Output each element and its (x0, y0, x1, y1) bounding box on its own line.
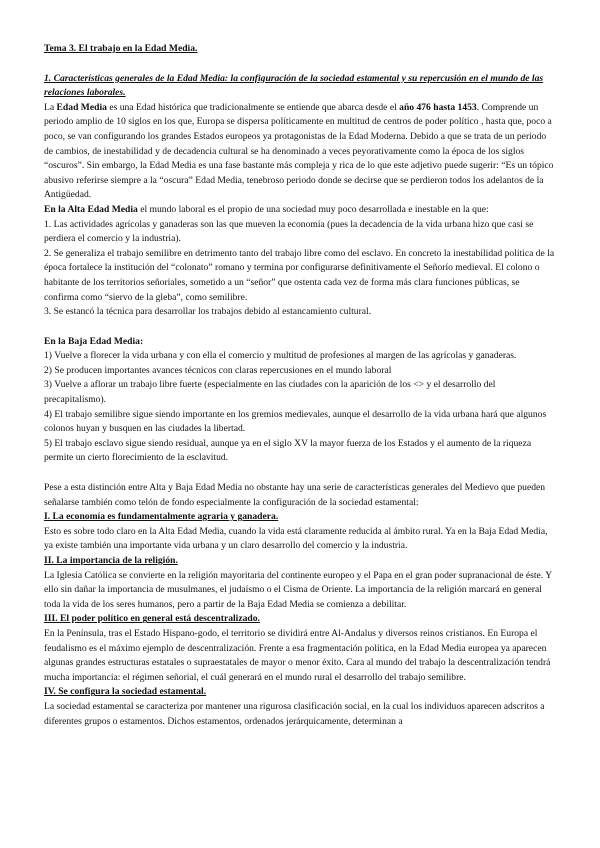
baja-item: 3) Vuelve a aflorar un trabajo libre fuerte (especialmente en las ciudades con la aparición de los <> y el desarrollo del precapitalismo). (44, 379, 496, 406)
alta-item: 3. Se estancó la técnica para desarrollar los trabajos debido al estancamiento cultural. (44, 306, 372, 318)
alta-item: 2. Se generaliza el trabajo semilibre en detrimento tanto del trabajo libre como del esclavo. En concreto la inestabilidad política de la época fortalece la institución del “colonato” romano y termina por configurarse definitivamente el Señorío medieval. El colono o habitante de los territorios señoriales, sometido a un “señor” que ostenta cada vez de forma más clara funciones públicas, se confirma como “siervo de la gleba”, como semilibre. (44, 247, 555, 303)
point-heading: IV. Se configura la sociedad estamental. (44, 686, 207, 698)
point-text: En la Península, tras el Estado Hispano-godo, el territorio se dividirá entre Al-Andalus y diversos reinos cristianos. En Europa el feudalismo es el máximo ejemplo de descentralización. Frente a esa fragmentación política, en la Edad Media europea ya aparecen algunas grandes estructuras estatales o supraestatales de mayor o menor éxito. Cara al mundo del trabajo la descentralización tendrá mucha importancia: el régimen señorial, el cuál generará en el mundo rural el desarrollo del trabajo semilibre. (44, 627, 551, 683)
point-text: La Iglesia Católica se convierte en la religión mayoritaria del continente europeo y el Papa en el gran poder supranacional de éste. Y ello sin dañar la importancia de musulmanes, el judaísmo o el Cisma de Oriente. La importancia de la religión marcará en general toda la vida de los seres humanos, pero a partir de la Baja Edad Media se comienza a debilitar. (44, 569, 552, 610)
intro-bold-2: año 476 hasta 1453 (399, 101, 477, 113)
point-heading: III. El poder político en general está descentralizado. (44, 613, 260, 625)
intro-paragraph (44, 101, 556, 203)
point-heading: I. La economía es fundamentalmente agraria y ganadera. (44, 511, 279, 523)
intro-text-1: La (44, 101, 57, 113)
point-heading: II. La importancia de la religión. (44, 555, 178, 566)
alta-text: el mundo laboral es el propio de una sociedad muy poco desarrollada e inestable en la que: (137, 203, 489, 215)
point-text: Esto es sobre todo claro en la Alta Edad Media, cuando la vida está claramente reducida al ámbito rural. Ya en la Baja Edad Media, ya existe también una importante vida urbana y un claro desarrollo del comercio y la industria. (44, 525, 548, 552)
point-text: La sociedad estamental se caracteriza por mantener una rigurosa clasificación social, en la cual los individuos aparecen adscritos a diferentes grupos o estamentos. Dichos estamentos, ordenados jerárquicamente, determinan a (44, 700, 545, 727)
baja-edad-media-heading: En la Baja Edad Media: (44, 335, 144, 347)
pese-paragraph: Pese a esta distinción entre Alta y Baja Edad Media no obstante hay una serie de características generales del Medievo que pueden señalarse también como telón de fondo especialmente la configuración de la sociedad estamental: (44, 482, 546, 508)
alta-item: 1. Las actividades agrícolas y ganaderas son las que mueven la economía (pues la decadencia de la vida urbana hizo que casi se perdiera el comercio y la industria). (44, 218, 534, 245)
document-title: Tema 3. El trabajo en la Edad Media. (44, 43, 198, 54)
alta-edad-media-intro (44, 203, 556, 218)
baja-item: 5) El trabajo esclavo sigue siendo residual, aunque ya en el siglo XV la mayor fuerza de los Estados y el aumento de la riqueza permite un cierto florecimiento de la esclavitud. (44, 437, 532, 464)
baja-item: 4) El trabajo semilibre sigue siendo importante en los gremios medievales, aunque el desarrollo de la vida urbana hará que algunos colonos huyan y busquen en las ciudades la libertad. (44, 408, 547, 435)
section-heading: 1. Características generales de la Edad Media: la configuración de la sociedad estamental y su repercusión en el mundo de las relaciones laborales. (44, 72, 544, 99)
intro-text-3: . Comprende un periodo amplio de 10 siglos en los que, Europa se dispersa políticamente en multitud de centros de poder político , hasta que, poco a poco, se van configurando los grandes Estados europeos ya protagonistas de la Edad Moderna. Debido a que se trata de un periodo de cambios, de inestabilidad y de decadencia cultural se ha denominado a veces peyorativamente como la época de los siglos “oscuros”. Sin embargo, la Edad Media es una fase bastante más compleja y rica de lo que este adjetivo puede sugerir: “Es un tópico abusivo referirse siempre a la “oscura” Edad Media, tenebroso periodo donde se decirse que se perdieron todos los adelantos de la Antigüedad. (44, 101, 554, 201)
intro-bold-1: Edad Media (56, 101, 107, 113)
baja-item: 1) Vuelve a florecer la vida urbana y con ella el comercio y multitud de profesiones al margen de las agrícolas y ganaderas. (44, 350, 517, 362)
intro-text-2: es una Edad histórica que tradicionalmente se entiende que abarca desde el (106, 101, 400, 113)
alta-bold: En la Alta Edad Media (44, 203, 138, 215)
document-page (44, 42, 556, 729)
baja-item: 2) Se producen importantes avances técnicos con claras repercusiones en el mundo laboral (44, 364, 392, 376)
